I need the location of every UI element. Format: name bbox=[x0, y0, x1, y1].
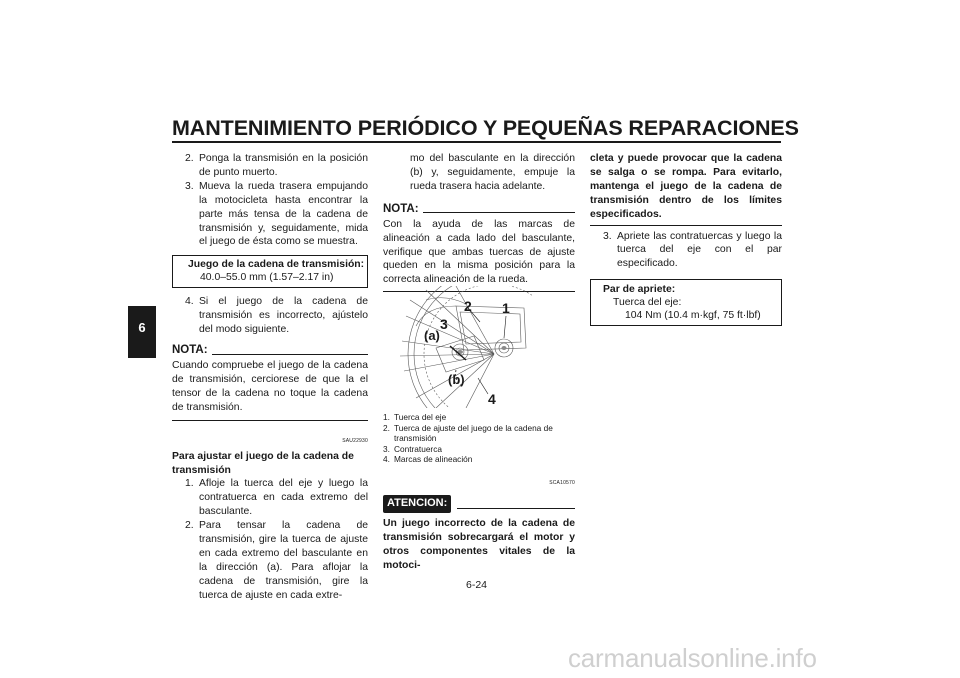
figure-label-b: (b) bbox=[448, 372, 465, 387]
figure-label-4: 4 bbox=[488, 391, 496, 407]
column-2-lower bbox=[383, 412, 575, 572]
step-2-tensar: 2. Para tensar la cadena de transmisión, gire la tuerca de ajuste en cada extremo del basculante en la dirección (a). Para aflojar la cadena de transmisión, gire la tuerca de ajuste en cada extre- bbox=[185, 520, 368, 601]
caption-item: 2. Tuerca de ajuste del juego de la cadena de transmisión bbox=[383, 422, 553, 444]
torque-spec-box bbox=[590, 279, 782, 326]
column-1 bbox=[172, 152, 368, 603]
chain-slack-spec-box bbox=[172, 255, 368, 288]
warning-text: Un juego incorrecto de la cadena de transmisión sobrecargará el motor y otros componentes vitales de la motoci- bbox=[383, 517, 575, 571]
torque-value: 104 Nm (10.4 m·kgf, 75 ft·lbf) bbox=[625, 310, 761, 322]
title-rule bbox=[172, 141, 781, 143]
warning-continuation: cleta y puede provocar que la cadena se salga o se rompa. Para evitarlo, mantenga el juego de la cadena de transmisión dentro de los límites especificados. bbox=[590, 153, 782, 220]
figure-label-3: 3 bbox=[440, 316, 448, 332]
chain-adjuster-figure bbox=[396, 286, 532, 408]
nota-rule bbox=[172, 420, 368, 421]
subheading: Para ajustar el juego de la cadena de transmisión bbox=[172, 450, 354, 476]
nota-text-2: Con la ayuda de las marcas de alineación a cada lado del basculante, verifique que ambas tuercas de ajuste queden en la misma posición para la correcta alineación de la rueda. bbox=[383, 218, 575, 286]
spec-value: 40.0–55.0 mm (1.57–2.17 in) bbox=[200, 272, 334, 284]
figure-label-2: 2 bbox=[464, 298, 472, 314]
ref-code: SAU22930 bbox=[342, 437, 368, 444]
torque-label: Par de apriete: bbox=[603, 284, 676, 296]
warning-rule bbox=[590, 225, 782, 226]
caption-item: 3. Contratuerca bbox=[383, 443, 442, 454]
page-number: 6-24 bbox=[466, 579, 488, 591]
torque-sublabel: Tuerca del eje: bbox=[613, 297, 682, 309]
step-3-apriete: 3. Apriete las contratuercas y luego la tuerca del eje con el par especificado. bbox=[603, 230, 782, 270]
atencion-badge: ATENCION: bbox=[383, 495, 451, 513]
step-2-ponga: 2. Ponga la transmisión en la posición de punto muerto. bbox=[185, 153, 368, 178]
nota-text: Cuando compruebe el juego de la cadena de transmisión, cerciorese de que la el tensor de la cadena no toque la cadena de transmisión. bbox=[172, 360, 368, 413]
atencion-heading bbox=[383, 495, 575, 513]
section-tab: 6 bbox=[128, 306, 156, 358]
step-1-afloje: 1. Afloje la tuerca del eje y luego la contratuerca en cada extremo del basculante. bbox=[185, 478, 368, 518]
step-3-mueva: 3. Mueva la rueda trasera empujando la motocicleta hasta encontrar la parte más tensa de la cadena de transmisión y, seguidamente, mida el juego de ésta como se muestra. bbox=[185, 180, 368, 248]
nota-heading: NOTA: bbox=[172, 344, 368, 358]
page-title: MANTENIMIENTO PERIÓDICO Y PEQUEÑAS REPARACIONES bbox=[172, 116, 799, 140]
continuation-text: mo del basculante en la dirección (b) y, seguidamente, empuje la rueda trasera hacia adelante. bbox=[410, 153, 575, 192]
watermark: carmanualsonline.info bbox=[568, 643, 817, 673]
figure-captions bbox=[383, 412, 575, 465]
caption-item: 4. Marcas de alineación bbox=[383, 454, 473, 465]
nota-heading-2: NOTA: bbox=[383, 203, 575, 217]
column-2 bbox=[383, 152, 575, 292]
figure-label-1: 1 bbox=[502, 300, 510, 316]
column-3 bbox=[590, 152, 782, 326]
spec-label: Juego de la cadena de transmisión: bbox=[188, 259, 365, 271]
step-4-si: 4. Si el juego de la cadena de transmisión es incorrecto, ajústelo del modo siguiente. bbox=[185, 296, 368, 336]
figure-label-a: (a) bbox=[424, 328, 440, 343]
caption-item: 1. Tuerca del eje bbox=[383, 412, 447, 422]
ref-code-2: SCA10570 bbox=[549, 479, 575, 486]
